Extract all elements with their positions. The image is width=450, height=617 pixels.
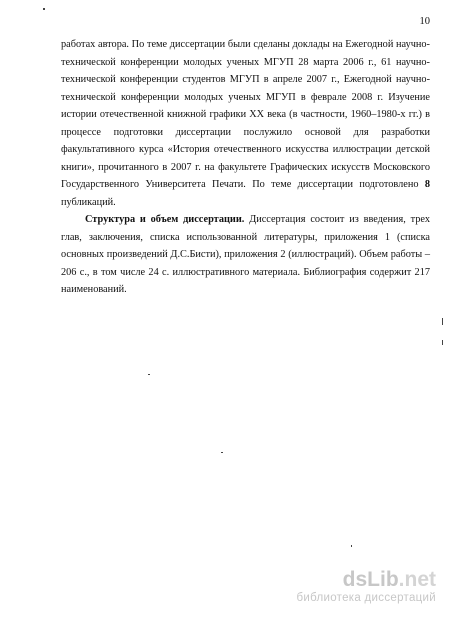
publications-count-prefix: По теме диссертации подготовлено bbox=[252, 179, 419, 190]
publications-count-suffix: публикаций. bbox=[61, 196, 116, 208]
watermark bbox=[296, 569, 436, 605]
watermark-logo: dsLib.net bbox=[342, 568, 436, 591]
paragraph-publications bbox=[61, 36, 430, 211]
paragraph-structure bbox=[61, 211, 430, 299]
dissertation-body bbox=[61, 36, 430, 299]
scan-speck bbox=[442, 340, 443, 345]
watermark-tagline: библиотека диссертаций bbox=[296, 592, 436, 604]
scan-speck bbox=[148, 374, 150, 375]
scan-speck bbox=[351, 545, 352, 547]
scan-speck bbox=[442, 318, 443, 325]
scan-speck bbox=[43, 8, 45, 10]
scan-speck bbox=[221, 452, 223, 453]
publications-count: 8 bbox=[424, 179, 431, 190]
paragraph-publications-text: работах автора. По теме диссертации были сделаны доклады на Ежегодной научно-технической конференции молодых ученых МГУП 28 марта 2006 г., 61 научно-технической конференции студентов МГУП в апреле 2007 г., Ежегодной научно-технической конференции молодых ученых МГУП в феврале 2008 г. Изучение истории отечественной книжной графики XX века (в частности, 1960–1980-х гг.) в процессе подготовки диссертации послужило основой для разработки факультативного курса «История отечественного искусства иллюстрации детской книги», прочитанного в 2007 г. на факультете Графических искусств Московского Государственного Университета Печати. bbox=[61, 39, 430, 190]
structure-heading: Структура и объем диссертации. bbox=[85, 214, 245, 225]
structure-text: Диссертация состоит из введения, трех глав, заключения, списка использованной литературы, приложения 1 (списка основных произведений Д.С.Бисти), приложения 2 (иллюстраций). Объем работы – 206 с., в том числе 24 с. иллюстративного материала. Библиография содержит 217 наименований. bbox=[61, 214, 430, 295]
page-number: 10 bbox=[419, 16, 430, 27]
